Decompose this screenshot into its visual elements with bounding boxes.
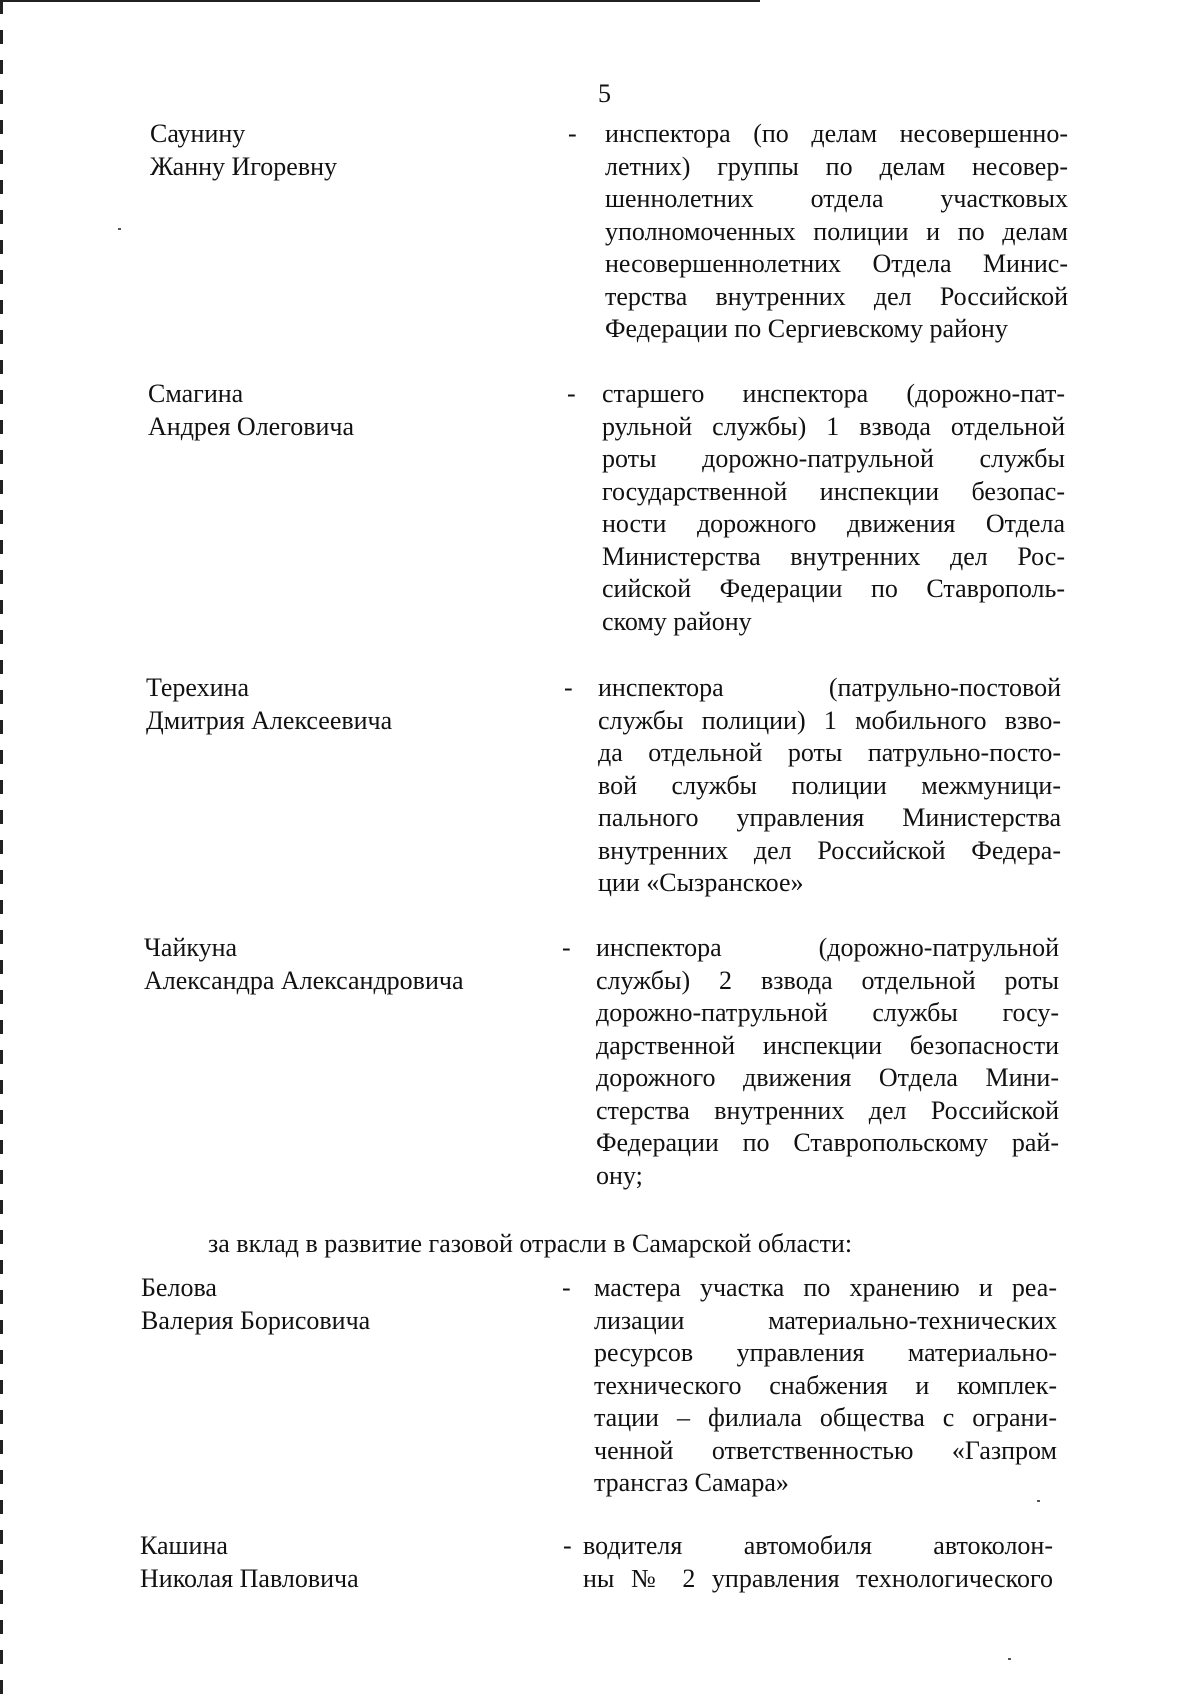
description-line: скому району	[602, 606, 752, 636]
position-description	[594, 1272, 1057, 1500]
description-line: тации – филиала общества с ограни-	[594, 1403, 1057, 1432]
entry-dash: -	[564, 673, 573, 702]
position-description	[602, 378, 1065, 638]
recipient-surname: Смагина	[148, 379, 244, 408]
recipient-given-name: Дмитрия Алексеевича	[146, 705, 393, 735]
recipient-name	[144, 932, 463, 997]
description-line: дорожного движения Отдела Мини-	[596, 1063, 1059, 1092]
description-line: Министерства внутренних дел Рос-	[602, 541, 1065, 571]
entry-dash: -	[568, 119, 577, 148]
position-description	[583, 1530, 1053, 1595]
recipient-name	[148, 378, 354, 443]
page-number: 5	[598, 79, 611, 108]
description-line: водителя автомобиля автоколон-	[583, 1531, 1053, 1560]
position-description	[596, 932, 1059, 1192]
recipient-surname: Белова	[141, 1273, 217, 1302]
description-line: роты дорожно-патрульной службы	[602, 444, 1065, 473]
description-line: государственной инспекции безопас-	[602, 476, 1065, 506]
description-line: инспектора (по делам несовершенно-	[605, 119, 1068, 148]
recipient-given-name: Валерия Борисовича	[141, 1305, 371, 1335]
recipient-name	[140, 1530, 359, 1595]
description-line: ции «Сызранское»	[598, 868, 804, 897]
description-line: шеннолетних отдела участковых	[605, 184, 1068, 213]
description-line: вой службы полиции межмуници-	[598, 770, 1061, 800]
description-line: ону;	[596, 1160, 643, 1190]
description-line: рульной службы) 1 взвода отдельной	[602, 411, 1065, 441]
description-line: инспектора (дорожно-патрульной	[596, 933, 1059, 962]
recipient-given-name: Жанну Игоревну	[150, 151, 338, 181]
recipient-name	[141, 1272, 370, 1337]
recipient-surname: Саунину	[150, 119, 246, 148]
description-line: лизации материально-технических	[594, 1305, 1057, 1335]
description-line: технического снабжения и комплек-	[594, 1370, 1057, 1400]
recipient-surname: Кашина	[140, 1531, 228, 1560]
recipient-surname: Терехина	[146, 673, 249, 702]
description-line: пального управления Министерства	[598, 803, 1061, 832]
recipient-given-name: Андрея Олеговича	[148, 411, 355, 441]
scan-edge-top	[0, 0, 760, 2]
entry-dash: -	[567, 379, 576, 408]
section-heading: за вклад в развитие газовой отрасли в Самарской области:	[208, 1229, 853, 1258]
description-line: стерства внутренних дел Российской	[596, 1095, 1059, 1125]
description-line: мастера участка по хранению и реа-	[594, 1273, 1057, 1302]
description-line: терства внутренних дел Российской	[605, 281, 1068, 311]
recipient-name	[146, 672, 392, 737]
description-line: ности дорожного движения Отдела	[602, 509, 1065, 538]
scan-edge-left	[0, 0, 3, 1697]
recipient-surname: Чайкуна	[144, 933, 238, 962]
position-description	[598, 672, 1061, 900]
description-line: дарственной инспекции безопасности	[596, 1030, 1059, 1060]
description-line: старшего инспектора (дорожно-пат-	[602, 379, 1065, 408]
description-line: летних) группы по делам несовер-	[605, 151, 1068, 181]
description-line: несовершеннолетних Отдела Минис-	[605, 249, 1068, 278]
description-line: Федерации по Сергиевскому району	[605, 314, 1008, 343]
description-line: службы полиции) 1 мобильного взво-	[598, 705, 1061, 735]
description-line: внутренних дел Российской Федера-	[598, 835, 1061, 865]
description-line: Федерации по Ставропольскому рай-	[596, 1128, 1059, 1157]
entry-dash: -	[562, 933, 571, 962]
position-description	[605, 118, 1068, 346]
description-line: ресурсов управления материально-	[594, 1338, 1057, 1367]
description-line: уполномоченных полиции и по делам	[605, 216, 1068, 246]
scan-speck	[118, 228, 121, 230]
recipient-name	[150, 118, 337, 183]
recipient-given-name: Александра Александровича	[144, 965, 464, 995]
entry-dash: -	[562, 1273, 571, 1302]
description-line: сийской Федерации по Ставрополь-	[602, 574, 1065, 603]
recipient-given-name: Николая Павловича	[140, 1563, 359, 1593]
scan-speck	[1037, 1500, 1040, 1502]
description-line: трансгаз Самара»	[594, 1468, 789, 1497]
entry-dash: -	[563, 1531, 572, 1560]
description-line: дорожно-патрульной службы госу-	[596, 998, 1059, 1027]
description-line: инспектора (патрульно-постовой	[598, 673, 1061, 702]
description-line: да отдельной роты патрульно-посто-	[598, 738, 1061, 767]
description-line: ны № 2 управления технологического	[583, 1563, 1053, 1593]
scan-speck	[1008, 1658, 1011, 1660]
description-line: ченной ответственностью «Газпром	[594, 1435, 1057, 1465]
description-line: службы) 2 взвода отдельной роты	[596, 965, 1059, 995]
